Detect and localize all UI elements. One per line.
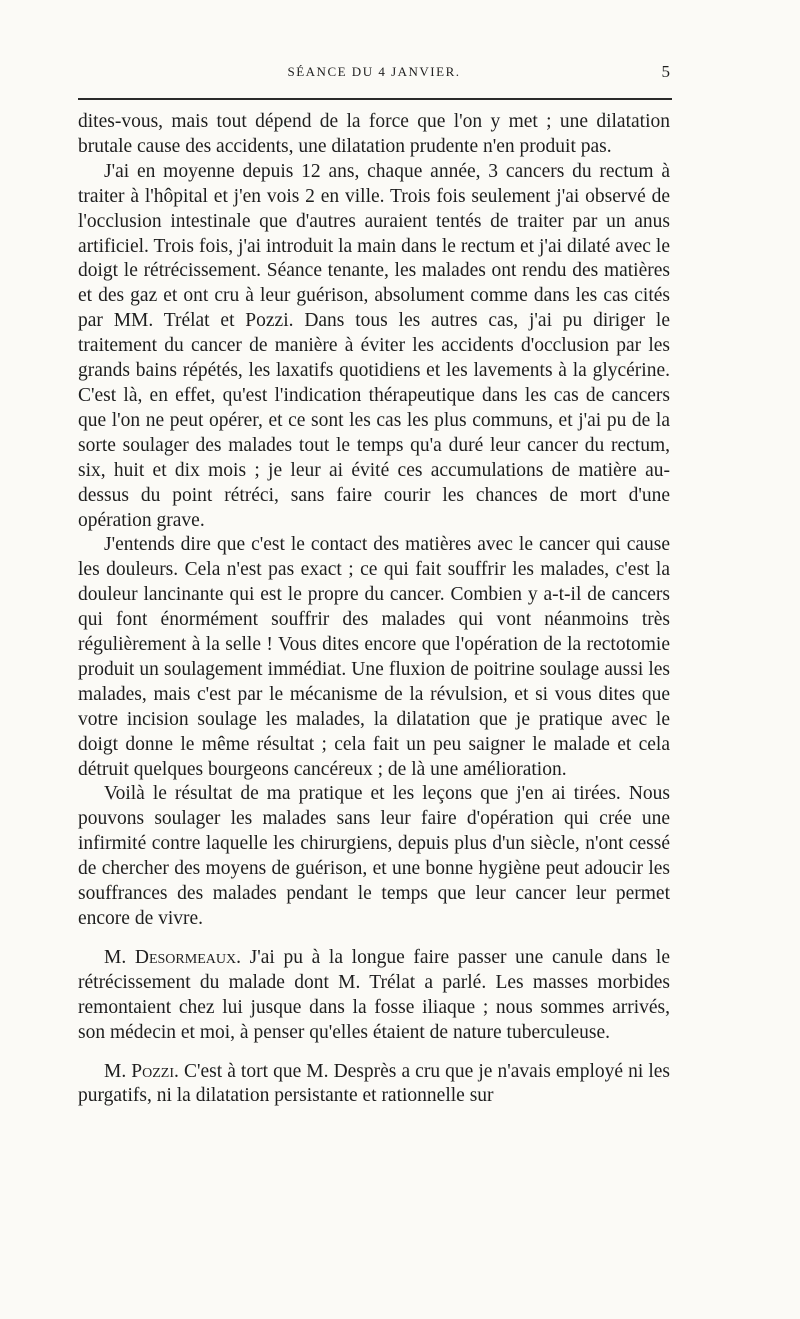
page-header (78, 60, 670, 94)
speaker-name: M. Pozzi. (104, 1060, 179, 1082)
speech-pozzi (78, 1060, 670, 1110)
body-text (78, 110, 670, 1109)
speech-desormeaux (78, 946, 670, 1046)
paragraph: J'ai en moyenne depuis 12 ans, chaque année, 3 cancers du rectum à traiter à l'hôpital et j'en vois 2 en ville. Trois fois seulement j'ai observé de l'occlusion intestinale que d'autres auraient tentés de traiter par un anus artificiel. Trois fois, j'ai introduit la main dans le rectum et j'ai dilaté avec le doigt le rétrécissement. Séance tenante, les malades ont rendu des matières et des gaz et ont cru à leur guérison, absolument comme dans les cas cités par MM. Trélat et Pozzi. Dans tous les autres cas, j'ai pu diriger le traitement du cancer de manière à éviter les accidents d'occlusion par les grands bains répétés, les laxatifs quotidiens et les lavements à la glycérine. C'est là, en effet, qu'est l'indication thérapeutique dans les cas de cancers que l'on ne peut opérer, et ce sont les cas les plus communs, et j'ai pu de la sorte soulager des malades tout le temps qu'a duré leur cancer du rectum, six, huit et dix mois ; je leur ai évité ces accumulations de matière au-dessus du point rétréci, sans faire courir les chances de mort d'une opération grave. (78, 160, 670, 531)
paragraph: J'entends dire que c'est le contact des matières avec le cancer qui cause les douleurs. Cela n'est pas exact ; ce qui fait souffrir les malades, c'est la douleur lancinante qui est le propre du cancer. Combien y a-t-il de cancers qui font énormément souffrir des malades qui vont néanmoins très régulièrement à la selle ! Vous dites encore que l'opération de la rectotomie produit un soulagement immédiat. Une fluxion de poitrine soulage aussi les malades, mais c'est par le mécanisme de la révulsion, et si vous dites que votre incision soulage les malades, la dilatation que je pratique avec le doigt donne le même résultat ; cela fait un peu saigner le malade et cela détruit quelques bourgeons cancéreux ; de là une amélioration. (78, 534, 670, 780)
page-number: 5 (661, 62, 670, 81)
running-title: SÉANCE DU 4 JANVIER. (287, 64, 461, 79)
paragraph-continuation: dites-vous, mais tout dépend de la force que l'on y met ; une dilatation brutale cause des accidents, une dilatation prudente n'en produit pas. (78, 111, 670, 157)
paragraph: Voilà le résultat de ma pratique et les leçons que j'en ai tirées. Nous pouvons soulager les malades sans leur faire d'opération qui crée une infirmité contre laquelle les chirurgiens, depuis plus d'un siècle, n'ont cessé de chercher des moyens de guérison, et une bonne hygiène peut adoucir les souffrances des malades pendant le temps que leur cancer leur permet encore de vivre. (78, 783, 670, 929)
speaker-name: M. Desormeaux. (104, 946, 241, 968)
header-rule (78, 98, 672, 100)
speech-text: C'est à tort que M. Desprès a cru que je n'avais employé ni les purgatifs, ni la dilatation persistante et rationnelle sur (78, 1060, 671, 1107)
speech-text: J'ai pu à la longue faire passer une canule dans le rétrécissement du malade dont M. Trélat a parlé. Les masses morbides remontaient chez lui jusque dans la fosse iliaque ; nous sommes arrivés, son médecin et moi, à penser qu'elles étaient de nature tuberculeuse. (78, 946, 670, 1043)
